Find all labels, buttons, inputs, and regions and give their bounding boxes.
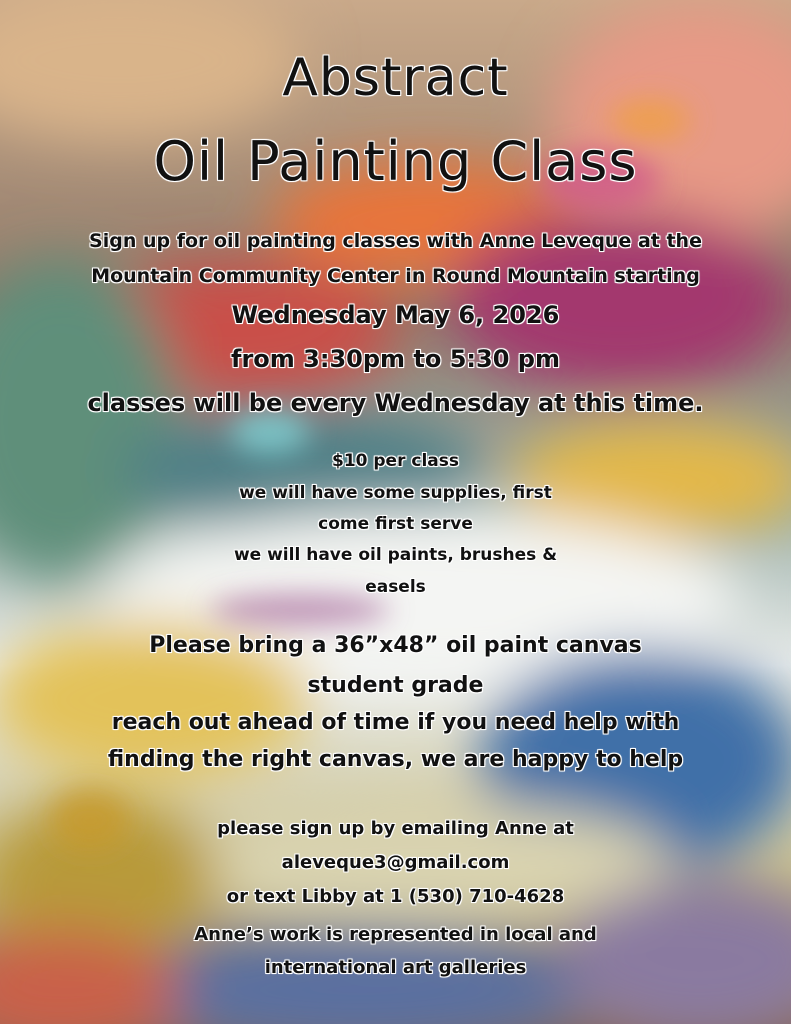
supplies-line-4: easels <box>365 577 426 597</box>
intro-line-2: Mountain Community Center in Round Mountain starting <box>91 265 700 287</box>
supplies-line-3: we will have oil paints, brushes & <box>233 545 558 565</box>
bring-line-1: Please bring a 36”x48” oil paint canvas <box>149 633 642 658</box>
intro-line-1: Sign up for oil painting classes with Anne Leveque at the <box>89 230 702 252</box>
supplies-line-2: come first serve <box>318 514 473 534</box>
title-line-2: Oil Painting Class <box>153 130 638 193</box>
bring-line-4: finding the right canvas, we are happy to help <box>107 747 684 772</box>
contact-phone: or text Libby at 1 (530) 710-4628 <box>226 886 565 907</box>
class-recurrence: classes will be every Wednesday at this time. <box>87 389 704 417</box>
note-line-2: international art galleries <box>264 957 527 978</box>
bring-line-3: reach out ahead of time if you need help with <box>111 710 680 735</box>
note-line-1: Anne’s work is represented in local and <box>194 924 597 945</box>
contact-email: aleveque3@gmail.com <box>281 852 510 873</box>
bring-line-2: student grade <box>307 673 484 698</box>
contact-line-1: please sign up by emailing Anne at <box>217 818 574 839</box>
class-date: Wednesday May 6, 2026 <box>231 301 560 329</box>
title-line-1: Abstract <box>282 48 509 108</box>
supplies-line-1: we will have some supplies, first <box>239 483 552 503</box>
price: $10 per class <box>331 451 460 471</box>
class-time: from 3:30pm to 5:30 pm <box>231 345 560 373</box>
